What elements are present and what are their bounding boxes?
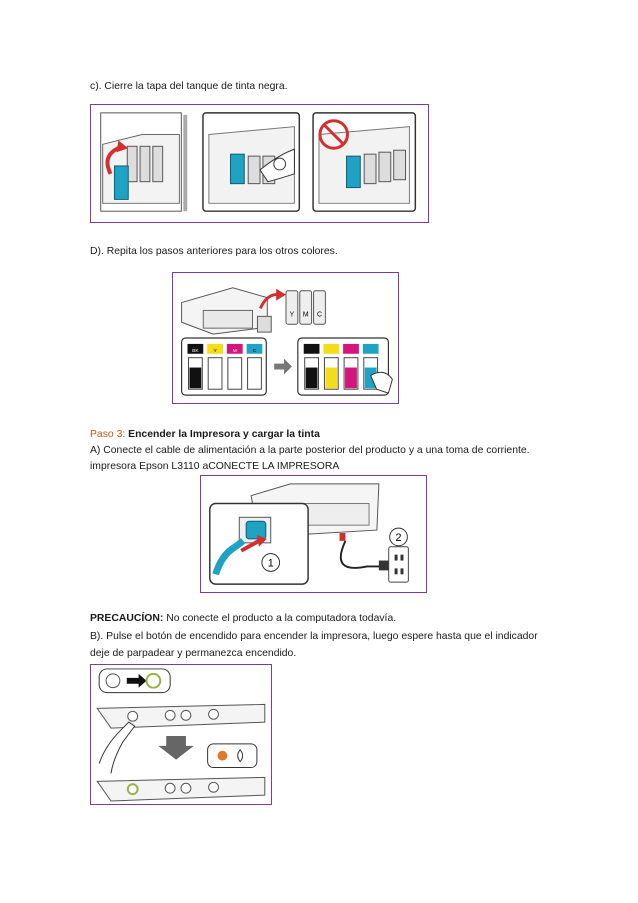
bottle-label-c: C	[316, 311, 322, 319]
ink-bottles	[286, 291, 325, 324]
control-panel-after	[97, 777, 265, 801]
indicator-light-icon	[217, 751, 227, 761]
power-button-illustration	[91, 665, 271, 804]
panel-do-not-detail	[313, 113, 415, 211]
panel-printer-open-lid	[101, 113, 188, 211]
fill-colors-illustration	[173, 273, 398, 403]
indicator-callout	[208, 744, 257, 768]
step-b1-text: B). Pulse el botón de encendido para encender la impresora, luego espere hasta que el indicador	[90, 631, 538, 642]
tanks-after	[298, 338, 393, 395]
step-a-text: A) Conecte el cable de alimentación a la parte posterior del producto y a una toma de corriente.	[90, 445, 530, 456]
bottle-label-y: Y	[289, 311, 295, 319]
power-on-icon	[146, 674, 160, 688]
step-d-text: D). Repita los pasos anteriores para los otros colores.	[90, 246, 338, 257]
step-c-text: c). Cierre la tapa del tanque de tinta negra.	[90, 81, 288, 92]
panel-close-cap-detail	[203, 113, 299, 211]
arrow-down-icon	[158, 736, 193, 760]
power-off-icon	[106, 674, 120, 688]
power-cable-illustration	[201, 476, 426, 592]
caution-body: No conecte el producto a la computadora todavía.	[163, 613, 397, 624]
paso3-prefix: Paso 3:	[90, 429, 126, 440]
tank-label-m: M	[232, 348, 237, 354]
tank-label-bk: BK	[192, 348, 199, 354]
callout-1: 1	[267, 557, 274, 570]
callout-2: 2	[395, 531, 402, 544]
figure-fill-colors	[172, 272, 399, 404]
paso3-heading	[90, 428, 320, 442]
tank-label-c: C	[252, 348, 257, 354]
printer-top-view	[182, 288, 286, 334]
tank-label-y: Y	[213, 348, 217, 354]
caution-text	[90, 612, 396, 626]
caution-label: PRECAUCÍON:	[90, 613, 164, 624]
figure-close-cap	[90, 104, 429, 223]
bottle-label-m: M	[302, 311, 309, 319]
arrow-right-icon	[274, 359, 292, 375]
connector-detail	[210, 504, 308, 585]
tanks-before	[182, 338, 267, 395]
paso3-title: Encender la Impresora y cargar la tinta	[128, 429, 320, 440]
outlet-detail	[341, 528, 409, 582]
figure-power-button	[90, 664, 272, 805]
finger-icon	[99, 722, 134, 773]
step-b2-text: deje de parpadear y permanezca encendido.	[90, 648, 297, 659]
button-callout-top	[99, 669, 170, 693]
figure-power-cable	[200, 475, 427, 593]
close-cap-illustration	[91, 105, 428, 222]
step-a2-text: impresora Epson L3110 aCONECTE LA IMPRESORA	[90, 461, 340, 472]
